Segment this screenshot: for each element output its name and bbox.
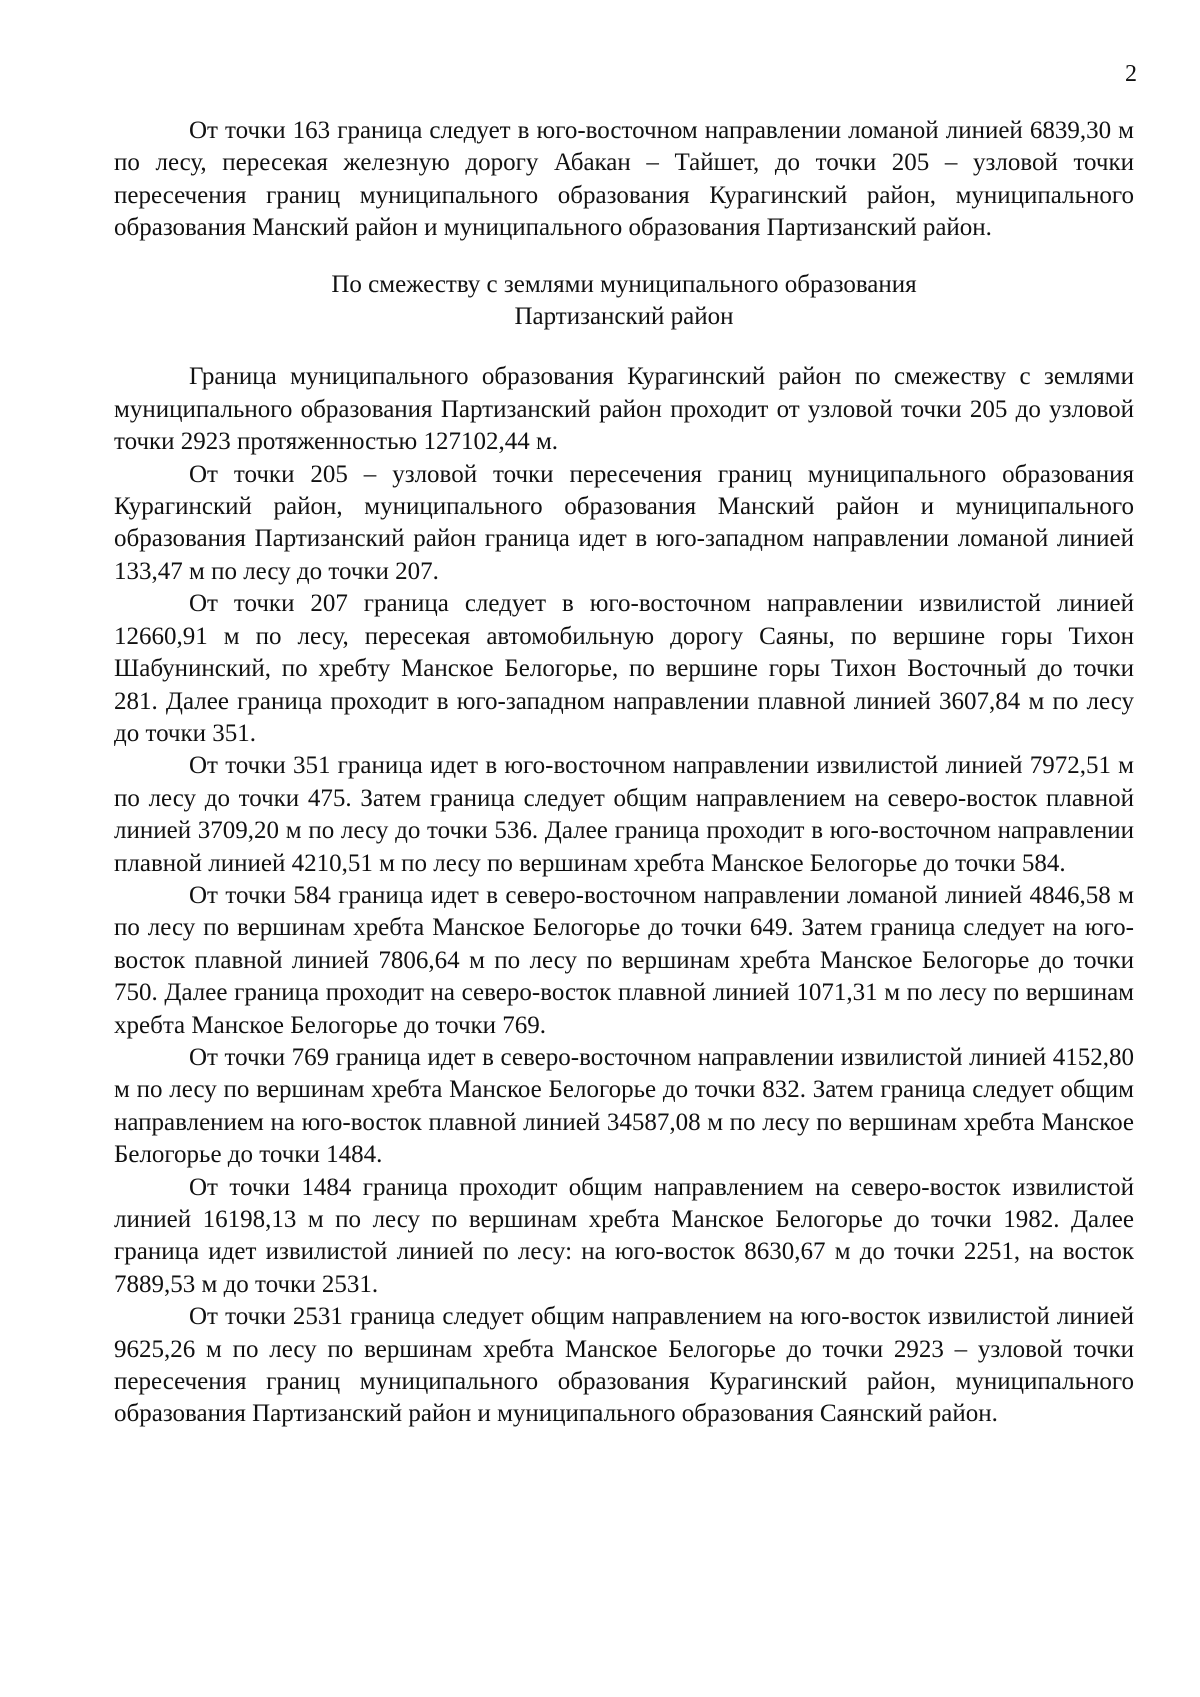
section-paragraph-5: От точки 584 граница идет в северо-восточном направлении ломаной линией 4846,58 м по лесу по вершинам хребта Манское Белогорье до точки 649. Затем граница следует на юго-восток плавной линией 7806,64 м по лесу по вершинам хребта Манское Белогорье до точки 750. Далее граница проходит на северо-восток плавной линией 1071,31 м по лесу по вершинам хребта Манское Белогорье до точки 769.: [114, 881, 1134, 1039]
intro-paragraph: От точки 163 граница следует в юго-восточном направлении ломаной линией 6839,30 м по лесу, пересекая железную дорогу Абакан – Тайшет, до точки 205 – узловой точки пересечения границ муниципального образования Курагинский район, муниципального образования Манский район и муниципального образования Партизанский район.: [114, 117, 1134, 242]
section-paragraph-7: От точки 1484 граница проходит общим направлением на северо-восток извилистой линией 16198,13 м по лесу по вершинам хребта Манское Белогорье до точки 1982. Далее граница идет извилистой линией по лесу: на юго-восток 8630,67 м до точки 2251, на восток 7889,53 м до точки 2531.: [114, 1173, 1134, 1298]
section-heading-line-1: По смежеству с землями муниципального образования: [331, 270, 917, 298]
section-paragraph-3: От точки 207 граница следует в юго-восточном направлении извилистой линией 12660,91 м по лесу, пересекая автомобильную дорогу Саяны, по вершине горы Тихон Шабунинский, по хребту Манское Белогорье, по вершине горы Тихон Восточный до точки 281. Далее граница проходит в юго-западном направлении плавной линией 3607,84 м по лесу до точки 351.: [114, 590, 1134, 747]
page-number: 2: [1125, 61, 1137, 87]
section-paragraph-6: От точки 769 граница идет в северо-восточном направлении извилистой линией 4152,80 м по лесу по вершинам хребта Манское Белогорье до точки 832. Затем граница следует общим направлением на юго-восток плавной линией 34587,08 м по лесу по вершинам хребта Манское Белогорье до точки 1484.: [114, 1043, 1134, 1169]
section-paragraph-2: От точки 205 – узловой точки пересечения границ муниципального образования Курагинский район, муниципального образования Манский район и муниципального образования Партизанский район граница идет в юго-западном направлении ломаной линией 133,47 м по лесу до точки 207.: [114, 460, 1134, 585]
section-paragraph-8: От точки 2531 граница следует общим направлением на юго-восток извилистой линией 9625,26 м по лесу по вершинам хребта Манское Белогорье до точки 2923 – узловой точки пересечения границ муниципального образования Курагинский район, муниципального образования Партизанский район и муниципального образования Саянский район.: [114, 1303, 1134, 1428]
section-heading-line-2: Партизанский район: [514, 303, 734, 331]
section-heading: [114, 269, 1134, 334]
section-paragraph-1: Граница муниципального образования Курагинский район по смежеству с землями муниципального образования Партизанский район проходит от узловой точки 205 до узловой точки 2923 протяженностью 127102,44 м.: [114, 363, 1134, 456]
document-body: [114, 115, 1134, 1431]
section-paragraph-4: От точки 351 граница идет в юго-восточном направлении извилистой линией 7972,51 м по лесу до точки 475. Затем граница следует общим направлением на северо-восток плавной линией 3709,20 м по лесу до точки 536. Далее граница проходит в юго-восточном направлении плавной линией 4210,51 м по лесу по вершинам хребта Манское Белогорье до точки 584.: [114, 752, 1134, 877]
